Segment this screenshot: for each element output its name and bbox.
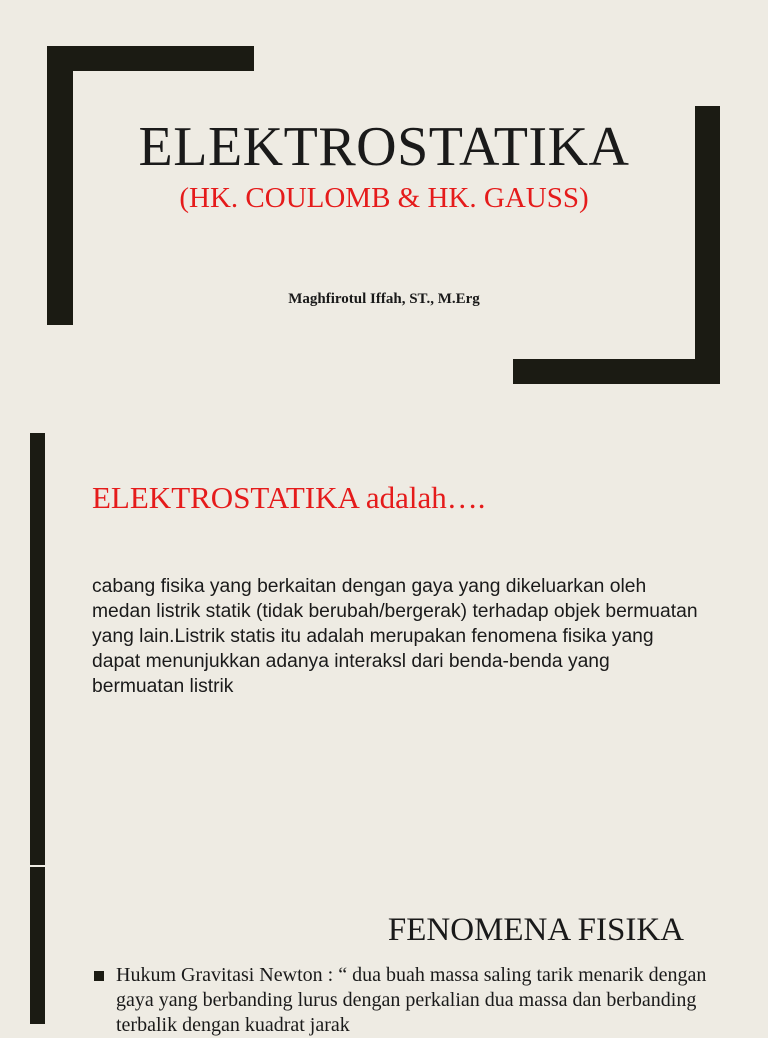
slide-subtitle: (HK. COULOMB & HK. GAUSS) xyxy=(179,182,589,214)
left-accent-bar xyxy=(30,433,45,865)
square-bullet-icon xyxy=(94,971,104,981)
title-slide xyxy=(0,0,768,420)
frame-top-left-horizontal xyxy=(47,46,254,71)
phenomena-slide xyxy=(0,865,768,1036)
definition-body: cabang fisika yang berkaitan dengan gaya yang dikeluarkan oleh medan listrik statik (tidak berubah/bergerak) terhadap objek bermuatan yang lain.Listrik statis itu adalah merupakan fenomena fisika yang dapat menunjukkan adanya interaksl dari benda-benda yang bermuatan listrik xyxy=(92,576,698,697)
frame-bottom-right-horizontal xyxy=(513,359,720,384)
bullet-text: Hukum Gravitasi Newton : “ dua buah massa saling tarik menarik dengan gaya yang berbanding lurus dengan perkalian dua massa dan berbanding terbalik dengan kuadrat jarak xyxy=(116,964,707,1036)
slide-title: ELEKTROSTATIKA xyxy=(138,116,630,178)
author-name: Maghfirotul Iffah, ST., M.Erg xyxy=(288,291,480,307)
definition-heading: ELEKTROSTATIKA adalah…. xyxy=(92,480,486,515)
definition-slide xyxy=(0,420,768,865)
phenomena-heading: FENOMENA FISIKA xyxy=(387,912,684,948)
left-accent-bar xyxy=(30,867,45,1024)
bullet-list xyxy=(92,963,712,1038)
list-item xyxy=(92,963,712,1038)
